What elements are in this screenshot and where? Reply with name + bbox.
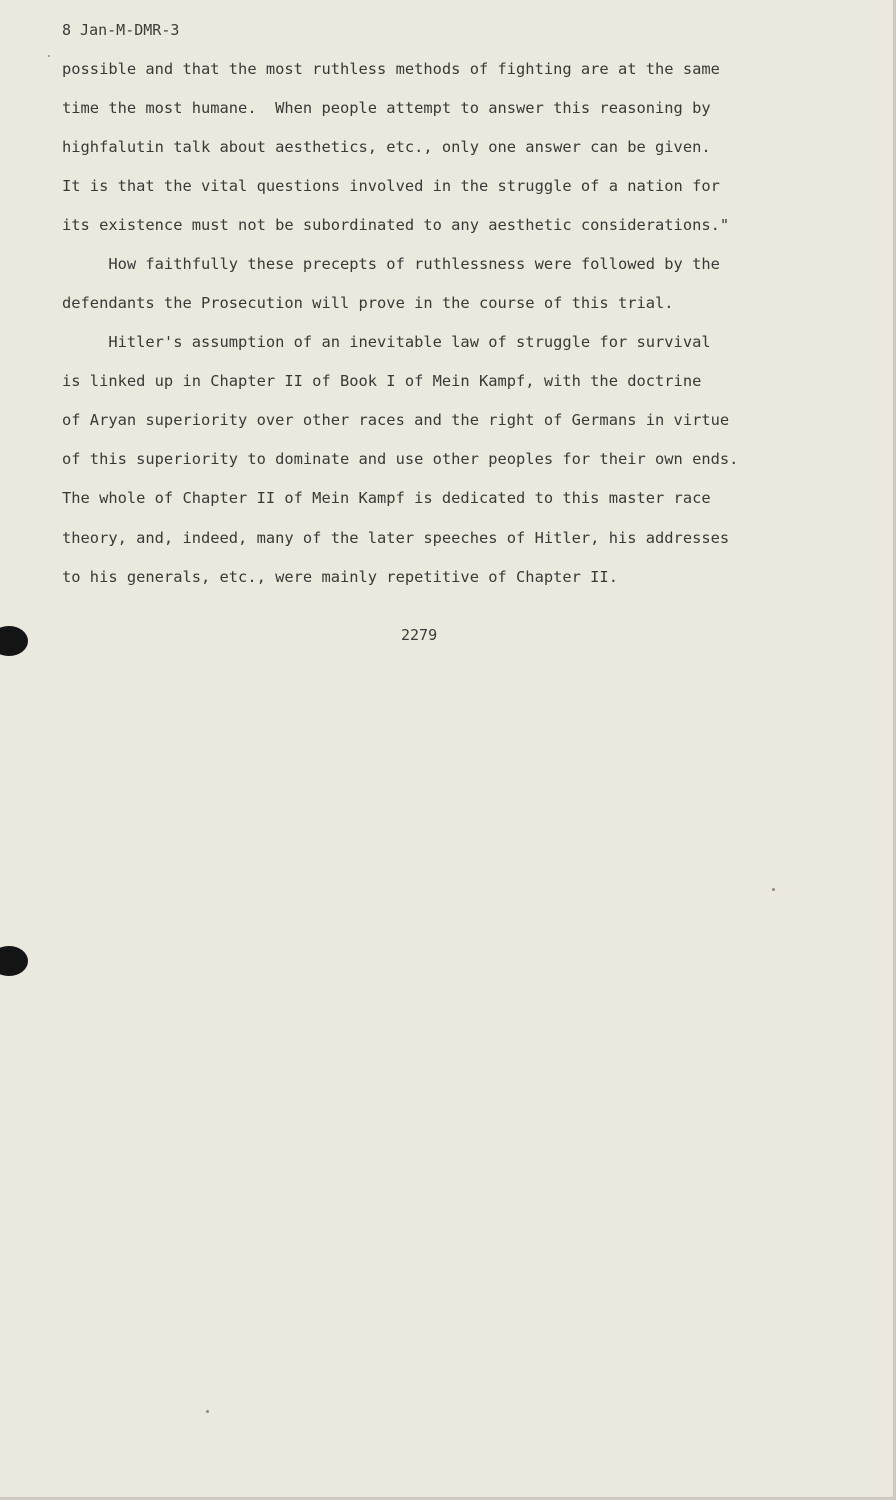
text-line: of this superiority to dominate and use other peoples for their own ends. [62, 450, 739, 468]
text-line: of Aryan superiority over other races and the right of Germans in virtue [62, 411, 730, 429]
punch-hole-bottom [0, 946, 28, 976]
paper-speck [206, 1410, 209, 1413]
paper-speck [48, 55, 50, 57]
document-header: 8 Jan-M-DMR-3 [62, 21, 180, 39]
text-line: to his generals, etc., were mainly repetitive of Chapter II. [62, 568, 618, 586]
paper-speck [772, 888, 775, 891]
text-line: The whole of Chapter II of Mein Kampf is dedicated to this master race [62, 489, 711, 507]
text-line: How faithfully these precepts of ruthlessness were followed by the [62, 255, 720, 273]
text-line: its existence must not be subordinated to any aesthetic considerations." [62, 216, 730, 234]
text-line: highfalutin talk about aesthetics, etc., only one answer can be given. [62, 138, 711, 156]
text-line: It is that the vital questions involved in the struggle of a nation for [62, 177, 720, 195]
page-number: 2279 [401, 626, 438, 644]
text-line: theory, and, indeed, many of the later speeches of Hitler, his addresses [62, 529, 730, 547]
text-line: possible and that the most ruthless methods of fighting are at the same [62, 60, 720, 78]
text-line: Hitler's assumption of an inevitable law of struggle for survival [62, 333, 711, 351]
text-line: time the most humane. When people attempt to answer this reasoning by [62, 99, 711, 117]
punch-hole-top [0, 626, 28, 656]
text-line: is linked up in Chapter II of Book I of Mein Kampf, with the doctrine [62, 372, 702, 390]
text-line: defendants the Prosecution will prove in the course of this trial. [62, 294, 674, 312]
